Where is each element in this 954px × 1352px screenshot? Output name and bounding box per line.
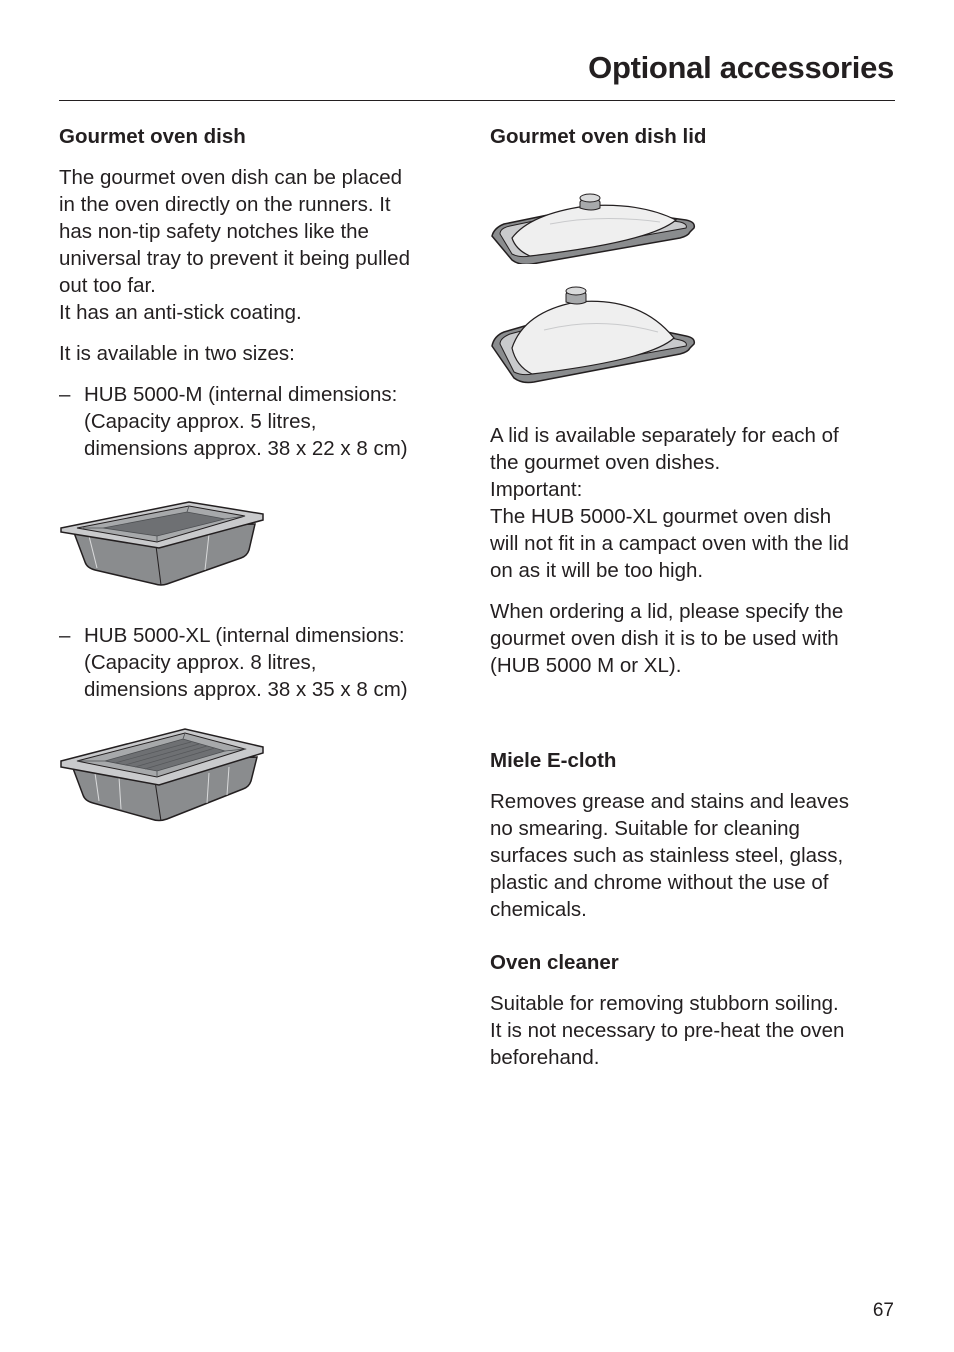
text-line: dimensions approx. 38 x 35 x 8 cm) [84,678,408,701]
oven-cleaner-heading: Oven cleaner [490,951,619,974]
text-line: (Capacity approx. 5 litres, [84,410,317,433]
text-line: It has an anti-stick coating. [59,301,302,324]
text-line: Important: [490,478,583,501]
list-item-hub-5000-xl [59,622,459,703]
text-line: dimensions approx. 38 x 22 x 8 cm) [84,437,408,460]
text-line: (Capacity approx. 8 litres, [84,651,317,674]
text-line: plastic and chrome without the use of [490,871,829,894]
text-line: beforehand. [490,1046,600,1069]
title-divider [59,100,895,101]
text-line: chemicals. [490,898,587,921]
lid-heading: Gourmet oven dish lid [490,125,707,148]
oven-cleaner-description [490,990,900,1071]
text-line: will not fit in a campact oven with the lid [490,532,849,555]
oven-dish-m-illustration [59,488,269,588]
text-line: out too far. [59,274,156,297]
page-number: 67 [872,1300,894,1321]
right-column [490,123,900,1085]
ecloth-heading: Miele E-cloth [490,749,617,772]
lid-small-illustration [490,184,700,264]
text-line: The gourmet oven dish can be placed [59,166,403,189]
text-line: It is not necessary to pre-heat the oven [490,1019,845,1042]
text-line: has non-tip safety notches like the [59,220,369,243]
lid-large-illustration [490,284,700,384]
gourmet-oven-dish-heading: Gourmet oven dish [59,125,246,148]
left-column [59,123,459,825]
oven-dish-xl-illustration [59,725,269,825]
text-line: the gourmet oven dishes. [490,451,721,474]
page-title: Optional accessories [588,50,894,85]
text-line: gourmet oven dish it is to be used with [490,627,839,650]
text-line: The HUB 5000-XL gourmet oven dish [490,505,832,528]
lid-ordering-note [490,598,900,679]
text-line: A lid is available separately for each of [490,424,839,447]
text-line: in the oven directly on the runners. It [59,193,391,216]
gourmet-oven-dish-description [59,164,459,326]
list-dash: – [59,383,71,406]
text-line: HUB 5000-M (internal dimensions: [84,383,398,406]
text-line: HUB 5000-XL (internal dimensions: [84,624,405,647]
text-line: When ordering a lid, please specify the [490,600,844,623]
lid-description [490,422,900,584]
text-line: on as it will be too high. [490,559,704,582]
text-line: universal tray to prevent it being pulled [59,247,410,270]
text-line: Removes grease and stains and leaves [490,790,849,813]
text-line: Suitable for removing stubborn soiling. [490,992,839,1015]
sizes-intro: It is available in two sizes: [59,342,295,365]
list-dash: – [59,624,71,647]
ecloth-description [490,788,900,923]
text-line: no smearing. Suitable for cleaning [490,817,800,840]
list-item-hub-5000-m [59,381,459,462]
text-line: surfaces such as stainless steel, glass, [490,844,844,867]
text-line: (HUB 5000 M or XL). [490,654,682,677]
